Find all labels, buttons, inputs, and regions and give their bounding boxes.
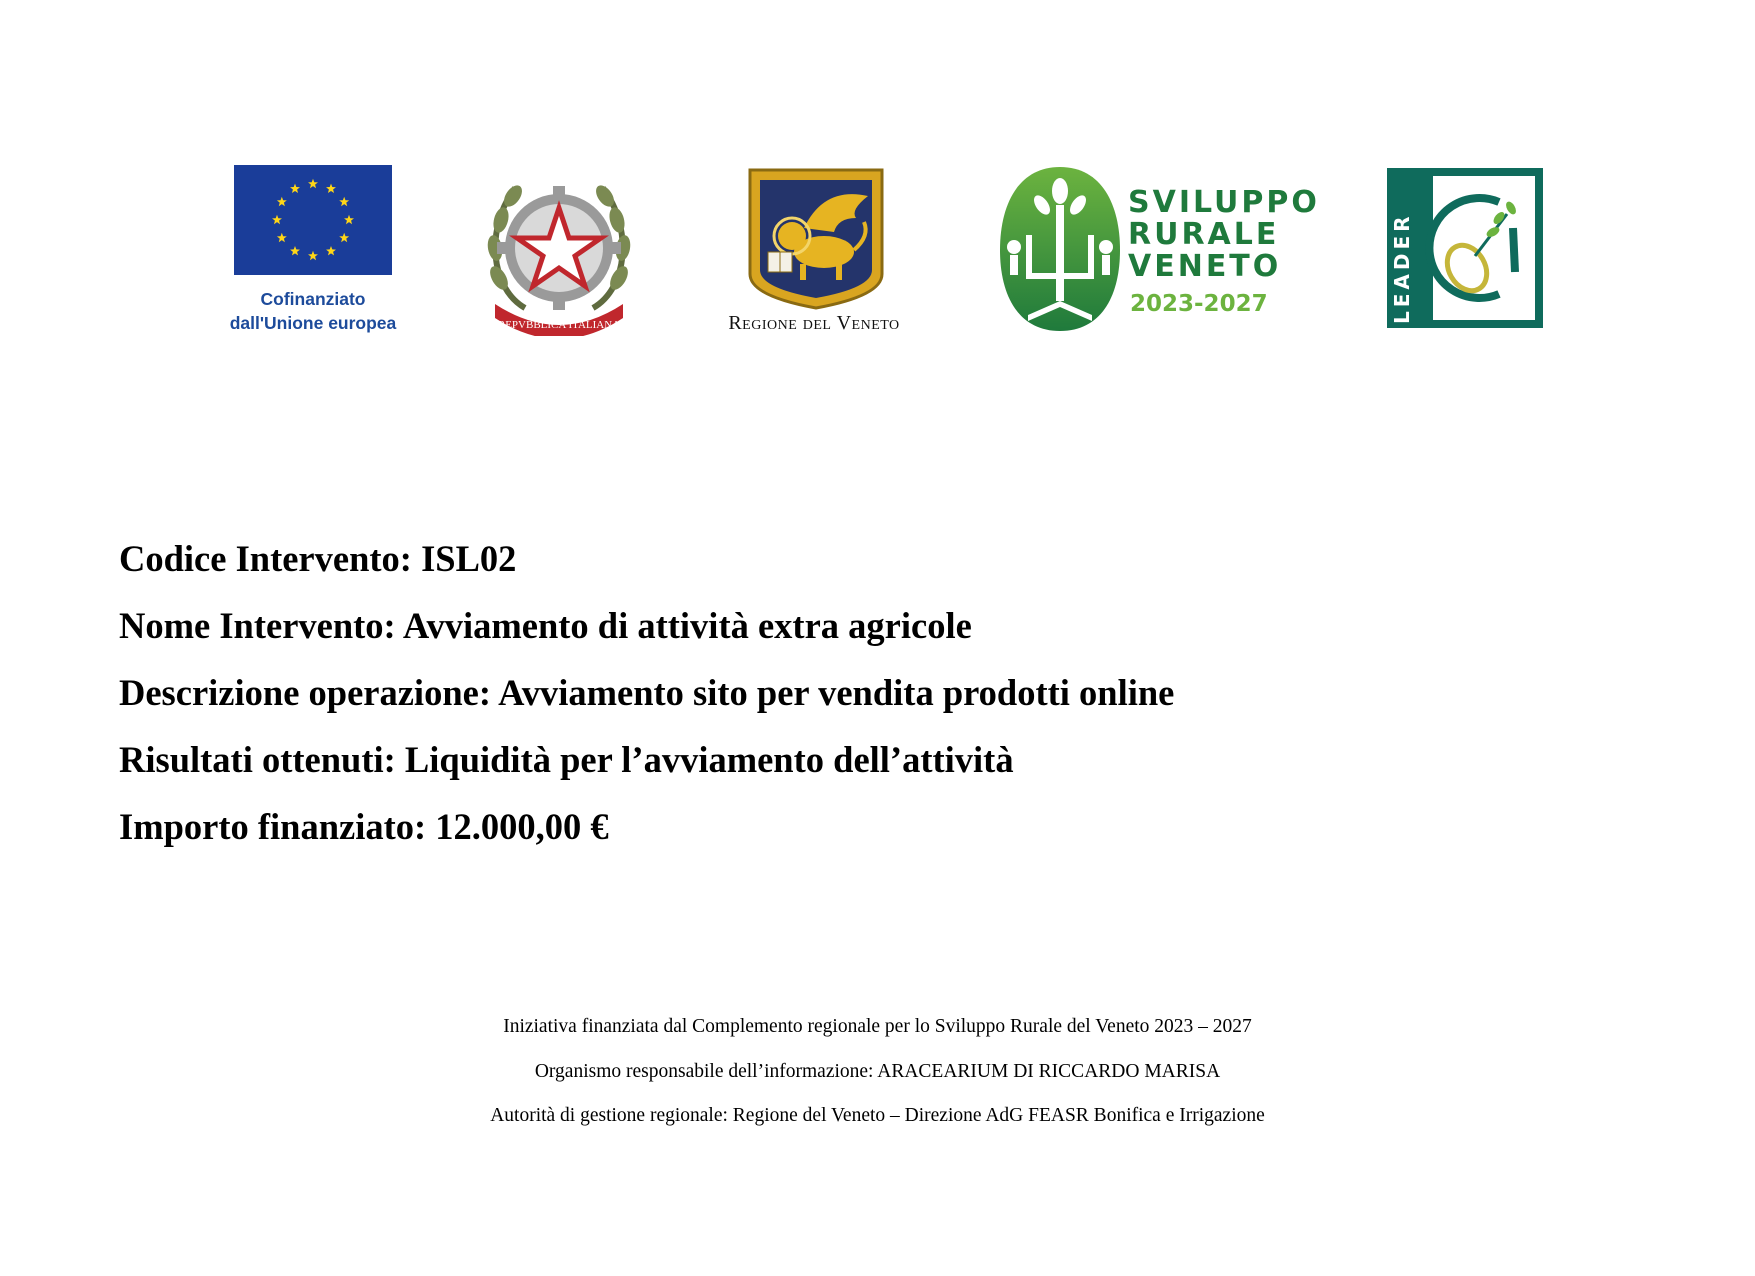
risultati-ottenuti: Risultati ottenuti: Liquidità per l’avviamento dell’attività — [119, 739, 1014, 780]
nome-intervento: Nome Intervento: Avviamento di attività extra agricole — [119, 605, 972, 646]
eu-logo-caption — [218, 287, 408, 335]
eu-caption-line1: Cofinanziato — [260, 289, 366, 309]
eu-star-icon — [290, 184, 300, 193]
sr-line3: VENETO — [1128, 249, 1282, 284]
importo-finanziato: Importo finanziato: 12.000,00 € — [119, 806, 609, 847]
footer-line-organism: Organismo responsabile dell’informazione: ARACEARIUM DI RICCARDO MARISA — [534, 1060, 1221, 1082]
eu-star-icon — [277, 233, 287, 242]
eu-star-icon — [326, 184, 336, 193]
eu-caption-line2: dall'Unione europea — [229, 313, 397, 333]
sr-line2: RURALE — [1128, 217, 1280, 252]
eu-star-icon — [277, 197, 287, 206]
codice-intervento: Codice Intervento: ISL02 — [119, 538, 517, 579]
italy-ribbon-text: REPVBBLICA ITALIANA — [497, 319, 621, 331]
leader-logo-icon — [1387, 168, 1543, 328]
italian-republic-emblem-icon — [485, 168, 633, 336]
lion-of-saint-mark-icon — [746, 166, 886, 312]
leader-text: LEADER — [1390, 212, 1414, 324]
eu-flag-icon — [234, 165, 392, 275]
eu-star-icon — [339, 233, 349, 242]
intervention-details — [119, 525, 1174, 860]
eu-star-icon — [339, 197, 349, 206]
descrizione-operazione: Descrizione operazione: Avviamento sito per vendita prodotti online — [119, 672, 1175, 713]
sr-line1: SVILUPPO — [1128, 185, 1320, 220]
eu-star-icon — [344, 215, 354, 224]
footer-line-financing: Iniziativa finanziata dal Complemento regionale per lo Sviluppo Rurale del Veneto 2023 – 2027 — [503, 1016, 1252, 1037]
sviluppo-rurale-title — [1128, 187, 1320, 283]
regione-veneto-logo — [706, 166, 922, 338]
footer-line-authority: Autorità di gestione regionale: Regione del Veneto – Direzione AdG FEASR Bonifica e Irrigazione — [490, 1105, 1265, 1126]
sviluppo-rurale-logo — [998, 165, 1320, 335]
sr-years: 2023-2027 — [1130, 291, 1268, 317]
eu-cofunded-logo — [218, 165, 408, 337]
tree-icon — [998, 165, 1122, 335]
eu-star-icon — [272, 215, 282, 224]
eu-star-icon — [308, 251, 318, 260]
eu-star-icon — [308, 179, 318, 188]
veneto-caption: Regione del Veneto — [728, 312, 900, 334]
eu-star-icon — [290, 246, 300, 255]
eu-star-icon — [326, 246, 336, 255]
footer — [0, 1005, 1755, 1139]
